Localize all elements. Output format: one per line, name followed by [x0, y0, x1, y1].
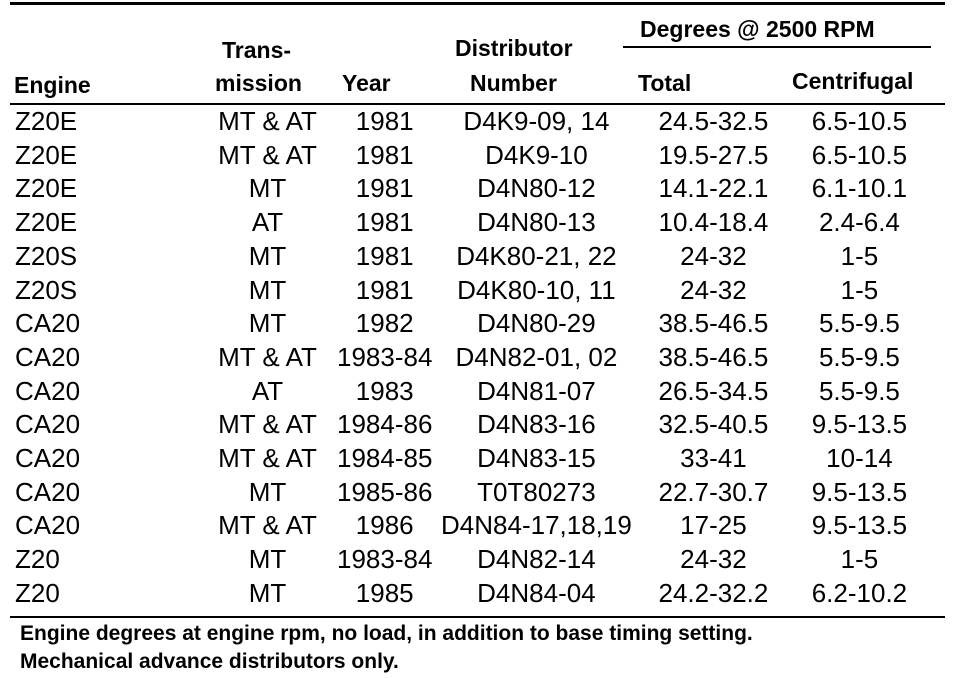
year-cell: 1986: [355, 510, 414, 541]
year-cell: 1983-84: [337, 341, 433, 372]
centrifugal-degrees-cell: 10-14: [826, 443, 893, 474]
distributor-cell: D4N82-01, 02: [455, 341, 618, 372]
table-row: [12, 307, 932, 341]
table-row: [12, 206, 932, 240]
table-row: [12, 442, 932, 476]
year-cell: 1981: [355, 139, 414, 170]
table-row: [12, 375, 932, 409]
distributor-cell: D4N80-29: [477, 308, 596, 339]
timing-data-table: [12, 105, 932, 611]
centrifugal-degrees-cell: 6.5-10.5: [811, 139, 908, 170]
year-cell: 1981: [355, 106, 414, 136]
year-cell: 1981: [355, 207, 414, 238]
centrifugal-degrees-cell: 5.5-9.5: [818, 308, 900, 339]
centrifugal-degrees-cell: 9.5-13.5: [811, 510, 908, 541]
transmission-cell: MT: [248, 173, 287, 204]
distributor-cell: D4N80-13: [477, 207, 596, 238]
centrifugal-degrees-cell: 1-5: [840, 240, 879, 271]
footnote-line-1: Engine degrees at engine rpm, no load, in addition to base timing setting.: [20, 622, 753, 645]
total-degrees-cell: 24-32: [680, 544, 747, 575]
header-transmission-line2: mission: [215, 70, 302, 96]
total-degrees-cell: 38.5-46.5: [658, 308, 769, 339]
year-cell: 1982: [355, 308, 414, 339]
total-degrees-cell: 32.5-40.5: [658, 409, 769, 440]
total-degrees-cell: 26.5-34.5: [658, 375, 769, 406]
table-row: [12, 341, 932, 375]
distributor-cell: D4N82-14: [477, 544, 596, 575]
engine-cell: Z20E: [15, 173, 78, 204]
centrifugal-degrees-cell: 5.5-9.5: [818, 375, 900, 406]
header-transmission-line1: Trans-: [222, 37, 292, 63]
year-cell: 1981: [355, 173, 414, 204]
header-distributor-line2: Number: [470, 70, 557, 96]
distributor-cell: D4K80-10, 11: [457, 274, 616, 305]
total-degrees-cell: 10.4-18.4: [658, 207, 769, 238]
total-degrees-cell: 33-41: [680, 443, 747, 474]
transmission-cell: MT & AT: [218, 510, 317, 541]
distributor-cell: D4N84-04: [477, 577, 596, 608]
total-degrees-cell: 24.5-32.5: [658, 106, 769, 136]
year-cell: 1983: [355, 375, 414, 406]
degrees-group-underline: [623, 46, 931, 48]
transmission-cell: MT & AT: [218, 409, 317, 440]
distributor-cell: D4N84-17,18,19: [441, 510, 632, 541]
distributor-cell: D4N80-12: [477, 173, 596, 204]
total-degrees-cell: 19.5-27.5: [658, 139, 769, 170]
distributor-cell: T0T80273: [477, 476, 596, 507]
table-top-rule: [10, 2, 945, 5]
footnote-line-2: Mechanical advance distributors only.: [20, 650, 399, 673]
header-distributor-line1: Distributor: [455, 35, 573, 61]
transmission-cell: MT & AT: [218, 106, 317, 136]
centrifugal-degrees-cell: 5.5-9.5: [818, 341, 900, 372]
engine-cell: Z20: [15, 577, 60, 608]
year-cell: 1984-86: [337, 409, 433, 440]
table-row: [12, 105, 932, 139]
engine-cell: CA20: [15, 308, 81, 339]
distributor-cell: D4N83-15: [477, 443, 596, 474]
centrifugal-degrees-cell: 9.5-13.5: [811, 476, 908, 507]
engine-cell: Z20E: [15, 207, 78, 238]
year-cell: 1981: [355, 274, 414, 305]
transmission-cell: MT: [248, 476, 287, 507]
transmission-cell: MT: [248, 274, 287, 305]
centrifugal-degrees-cell: 9.5-13.5: [811, 409, 908, 440]
engine-cell: CA20: [15, 409, 81, 440]
engine-cell: CA20: [15, 375, 81, 406]
centrifugal-degrees-cell: 6.2-10.2: [811, 577, 908, 608]
header-total: Total: [638, 70, 692, 96]
total-degrees-cell: 38.5-46.5: [658, 341, 769, 372]
transmission-cell: MT & AT: [218, 139, 317, 170]
table-row: [12, 139, 932, 173]
centrifugal-degrees-cell: 6.5-10.5: [811, 106, 908, 136]
table-row: [12, 240, 932, 274]
engine-cell: CA20: [15, 443, 81, 474]
table-row: [12, 509, 932, 543]
engine-cell: Z20S: [15, 274, 78, 305]
total-degrees-cell: 17-25: [680, 510, 747, 541]
engine-cell: CA20: [15, 510, 81, 541]
engine-cell: CA20: [15, 476, 81, 507]
total-degrees-cell: 24-32: [680, 274, 747, 305]
transmission-cell: MT: [248, 240, 287, 271]
header-degrees-group: Degrees @ 2500 RPM: [640, 16, 875, 42]
table-row: [12, 172, 932, 206]
distributor-cell: D4K9-09, 14: [463, 106, 610, 136]
transmission-cell: MT: [248, 308, 287, 339]
header-year: Year: [342, 70, 391, 96]
table-row: [12, 577, 932, 611]
year-cell: 1985: [355, 577, 414, 608]
total-degrees-cell: 24.2-32.2: [658, 577, 769, 608]
transmission-cell: MT & AT: [218, 341, 317, 372]
centrifugal-degrees-cell: 1-5: [840, 544, 879, 575]
header-engine: Engine: [14, 72, 91, 98]
total-degrees-cell: 24-32: [680, 240, 747, 271]
distributor-cell: D4K80-21, 22: [456, 240, 617, 271]
distributor-cell: D4K9-10: [485, 139, 588, 170]
engine-cell: Z20E: [15, 106, 78, 136]
transmission-cell: MT: [248, 577, 287, 608]
year-cell: 1985-86: [337, 476, 433, 507]
table-row: [12, 274, 932, 308]
table-row: [12, 476, 932, 510]
year-cell: 1983-84: [337, 544, 433, 575]
year-cell: 1984-85: [337, 443, 433, 474]
table-bottom-rule: [10, 616, 945, 618]
engine-cell: Z20: [15, 544, 60, 575]
transmission-cell: MT & AT: [218, 443, 317, 474]
total-degrees-cell: 14.1-22.1: [658, 173, 769, 204]
transmission-cell: AT: [251, 207, 284, 238]
table-row: [12, 408, 932, 442]
engine-cell: Z20S: [15, 240, 78, 271]
engine-cell: Z20E: [15, 139, 78, 170]
distributor-cell: D4N81-07: [477, 375, 596, 406]
engine-cell: CA20: [15, 341, 81, 372]
transmission-cell: AT: [251, 375, 284, 406]
centrifugal-degrees-cell: 2.4-6.4: [818, 207, 900, 238]
header-centrifugal: Centrifugal: [792, 68, 914, 94]
year-cell: 1981: [355, 240, 414, 271]
transmission-cell: MT: [248, 544, 287, 575]
centrifugal-degrees-cell: 6.1-10.1: [811, 173, 908, 204]
centrifugal-degrees-cell: 1-5: [840, 274, 879, 305]
distributor-cell: D4N83-16: [477, 409, 596, 440]
table-row: [12, 543, 932, 577]
total-degrees-cell: 22.7-30.7: [658, 476, 769, 507]
